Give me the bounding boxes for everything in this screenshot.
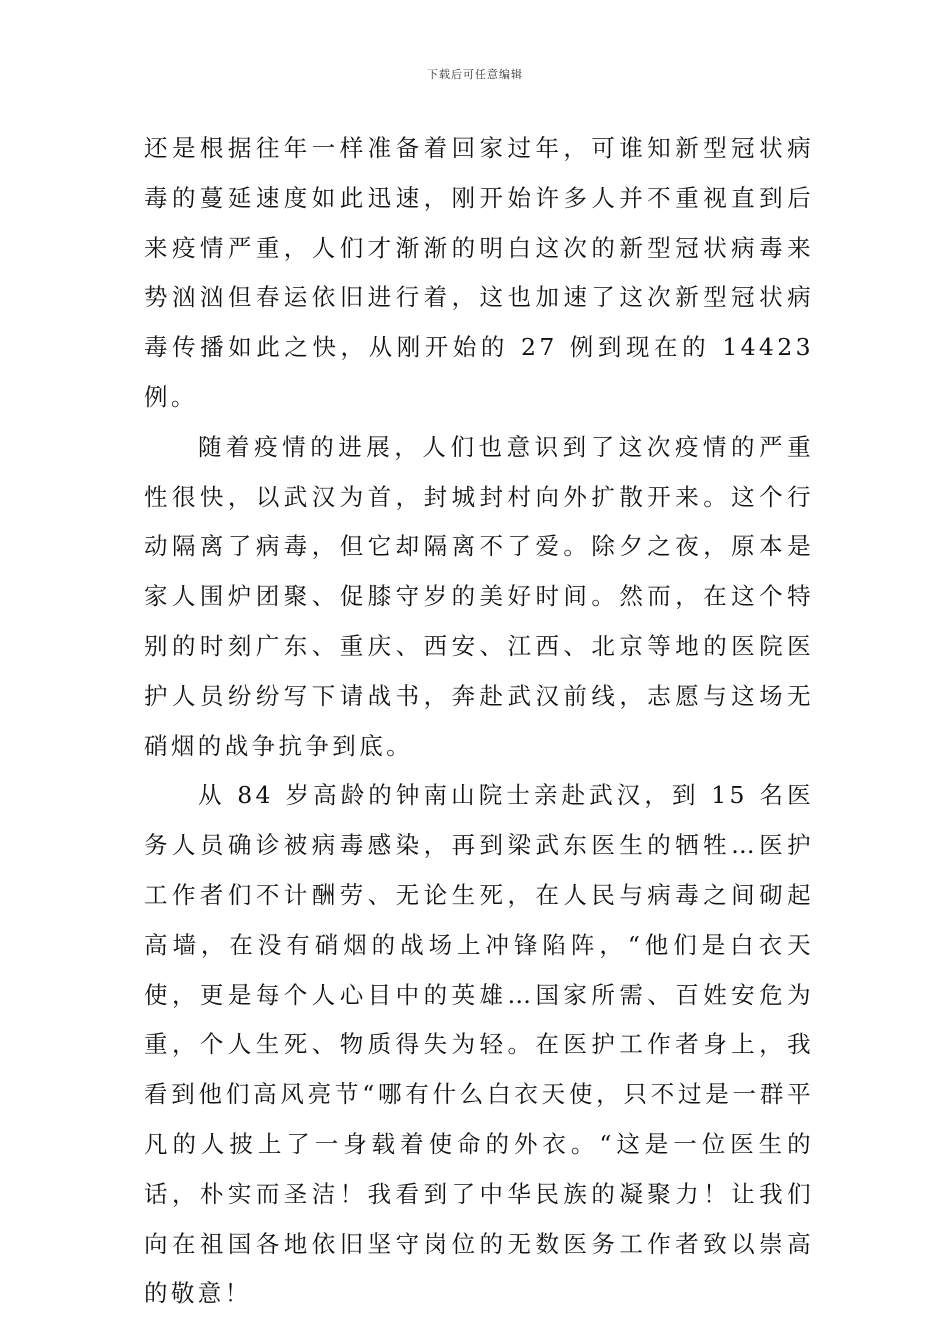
document-body <box>144 124 814 1319</box>
paragraph-2: 随着疫情的进展，人们也意识到了这次疫情的严重性很快，以武汉为首，封城封村向外扩散开来。这个行动隔离了病毒，但它却隔离不了爱。除夕之夜，原本是家人围炉团聚、促膝守岁的美好时间。然而，在这个特别的时刻广东、重庆、西安、江西、北京等地的医院医护人员纷纷写下请战书，奔赴武汉前线，志愿与这场无硝烟的战争抗争到底。 <box>144 432 814 760</box>
paragraph-3: 从 84 岁高龄的钟南山院士亲赴武汉，到 15 名医务人员确诊被病毒感染，再到梁武东医生的牺牲…医护工作者们不计酬劳、无论生死，在人民与病毒之间砌起高墙，在没有硝烟的战场上冲锋陷阵，“他们是白衣天使，更是每个人心目中的英雄…国家所需、百姓安危为重，个人生死、物质得失为轻。在医护工作者身上，我看到他们高风亮节“哪有什么白衣天使，只不过是一群平凡的人披上了一身载着使命的外衣。“这是一位医生的话，朴实而圣洁！我看到了中华民族的凝聚力！让我们向在祖国各地依旧坚守岗位的无数医务工作者致以崇高的敬意！ <box>144 781 814 1308</box>
paragraph-1: 还是根据往年一样准备着回家过年，可谁知新型冠状病毒的蔓延速度如此迅速，刚开始许多人并不重视直到后来疫情严重，人们才渐渐的明白这次的新型冠状病毒来势汹汹但春运依旧进行着，这也加速了这次新型冠状病毒传播如此之快，从刚开始的 27 例到现在的 14423 例。 <box>144 134 814 411</box>
page-header: 下载后可任意编辑 <box>427 68 523 81</box>
